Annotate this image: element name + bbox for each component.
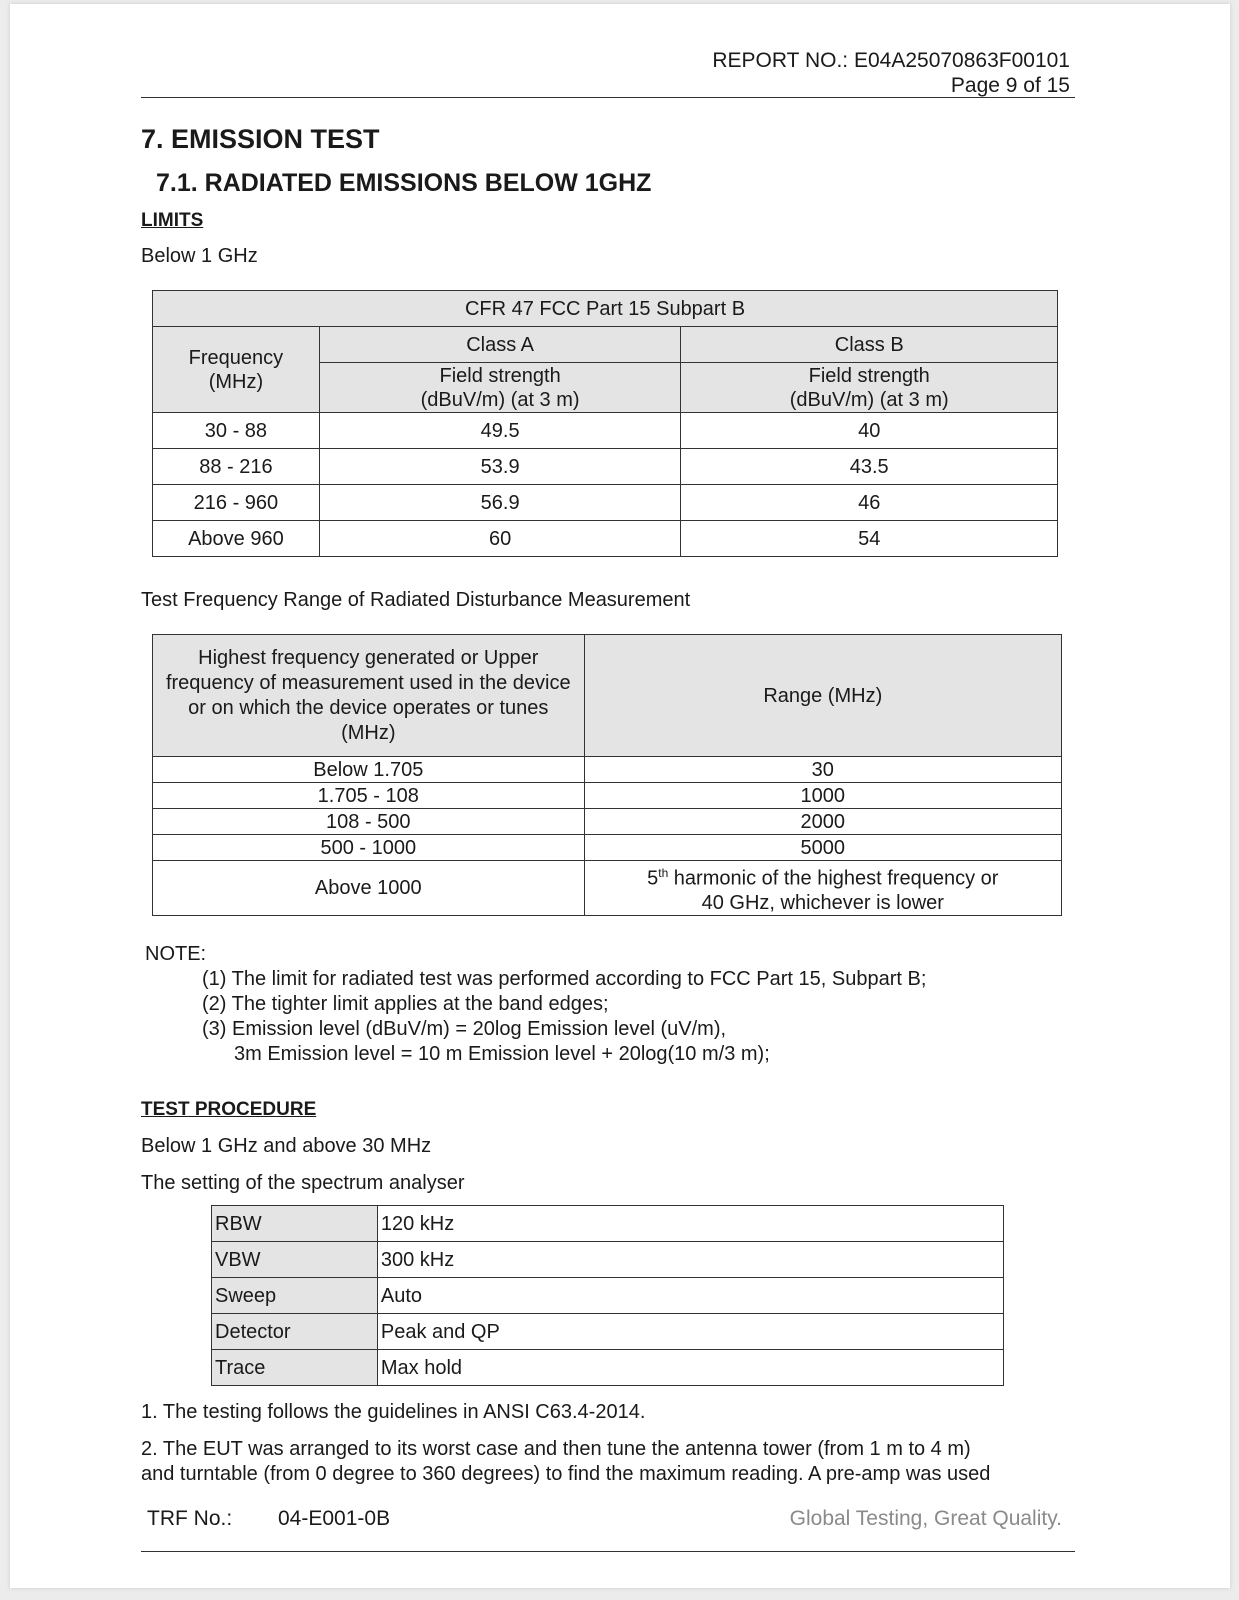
setting-name: Sweep: [212, 1278, 378, 1314]
row-class-b: 46: [681, 485, 1058, 521]
table-row: [153, 413, 1058, 449]
row-frequency: 88 - 216: [153, 449, 320, 485]
limits-subheading: Below 1 GHz: [141, 245, 258, 267]
setting-name: RBW: [212, 1206, 378, 1242]
row-range: [584, 861, 1061, 916]
limits-heading: LIMITS: [141, 210, 204, 231]
setting-value: 120 kHz: [377, 1206, 1003, 1242]
setting-name: Detector: [212, 1314, 378, 1350]
limits-table: [152, 290, 1058, 557]
range-caption: Test Frequency Range of Radiated Disturbance Measurement: [141, 589, 691, 611]
table-row: [153, 861, 1062, 916]
table-row: [212, 1278, 1004, 1314]
row-range: 1000: [584, 783, 1061, 809]
class-b-field-strength: Field strength (dBuV/m) (at 3 m): [681, 363, 1058, 413]
note-item-continuation: 3m Emission level = 10 m Emission level + 20log(10 m/3 m);: [234, 1043, 770, 1065]
row-class-b: 40: [681, 413, 1058, 449]
frequency-header: Frequency (MHz): [153, 327, 320, 413]
row-class-a: 56.9: [319, 485, 681, 521]
harmonic-text-line2: 40 GHz, whichever is lower: [701, 891, 944, 914]
table-row: [212, 1242, 1004, 1278]
row-frequency: 30 - 88: [153, 413, 320, 449]
harmonic-suffix: th: [658, 866, 669, 880]
note-item: (1) The limit for radiated test was performed according to FCC Part 15, Subpart B;: [202, 968, 927, 990]
note-block: [145, 942, 926, 1067]
setting-value: Peak and QP: [377, 1314, 1003, 1350]
setting-value: Auto: [377, 1278, 1003, 1314]
setting-name: Trace: [212, 1350, 378, 1386]
range-table: [152, 634, 1062, 916]
row-frequency: 1.705 - 108: [153, 783, 585, 809]
table-row: [153, 449, 1058, 485]
table-row: [153, 809, 1062, 835]
table-row: [212, 1206, 1004, 1242]
range-col1-header: Highest frequency generated or Upper frequency of measurement used in the device or on which the device operates or tunes (MHz): [153, 635, 585, 757]
row-frequency: 108 - 500: [153, 809, 585, 835]
note-item: (3) Emission level (dBuV/m) = 20log Emission level (uV/m),: [202, 1018, 727, 1040]
range-col2-header: Range (MHz): [584, 635, 1061, 757]
row-frequency: Below 1.705: [153, 757, 585, 783]
row-frequency: Above 960: [153, 521, 320, 557]
row-frequency: 216 - 960: [153, 485, 320, 521]
section-title: 7. EMISSION TEST: [141, 124, 380, 154]
document-page: [10, 4, 1230, 1588]
class-b-header: Class B: [681, 327, 1058, 363]
procedure-line1: Below 1 GHz and above 30 MHz: [141, 1135, 432, 1157]
page-number: Page 9 of 15: [950, 74, 1070, 97]
table-row: [153, 835, 1062, 861]
procedure-step-2-line1: 2. The EUT was arranged to its worst case and then tune the antenna tower (from 1 m to 4 m): [141, 1438, 971, 1460]
row-class-b: 54: [681, 521, 1058, 557]
row-frequency: Above 1000: [153, 861, 585, 916]
table-row: [212, 1314, 1004, 1350]
note-item: (2) The tighter limit applies at the band edges;: [202, 993, 609, 1015]
procedure-line2: The setting of the spectrum analyser: [141, 1172, 465, 1194]
table-row: [212, 1350, 1004, 1386]
subsection-title: 7.1. RADIATED EMISSIONS BELOW 1GHZ: [156, 169, 652, 197]
row-class-b: 43.5: [681, 449, 1058, 485]
table-row: [153, 757, 1062, 783]
trf-number: 04-E001-0B: [278, 1507, 391, 1530]
row-range: 30: [584, 757, 1061, 783]
row-class-a: 60: [319, 521, 681, 557]
class-a-field-strength: Field strength (dBuV/m) (at 3 m): [319, 363, 681, 413]
row-frequency: 500 - 1000: [153, 835, 585, 861]
row-class-a: 49.5: [319, 413, 681, 449]
harmonic-text: harmonic of the highest frequency or: [668, 867, 999, 890]
table-row: [153, 485, 1058, 521]
footer-slogan: Global Testing, Great Quality.: [789, 1507, 1062, 1530]
table-row: [153, 521, 1058, 557]
setting-name: VBW: [212, 1242, 378, 1278]
setting-value: Max hold: [377, 1350, 1003, 1386]
row-class-a: 53.9: [319, 449, 681, 485]
procedure-heading: TEST PROCEDURE: [141, 1099, 317, 1120]
limits-table-title: CFR 47 FCC Part 15 Subpart B: [153, 291, 1058, 327]
trf-label: TRF No.:: [147, 1507, 233, 1530]
analyser-settings-table: [211, 1205, 1004, 1386]
footer-divider: [141, 1551, 1075, 1552]
harmonic-number: 5: [647, 867, 659, 890]
note-label: NOTE:: [145, 943, 207, 965]
procedure-step-2-line2: and turntable (from 0 degree to 360 degrees) to find the maximum reading. A pre-amp was used: [141, 1463, 991, 1485]
setting-value: 300 kHz: [377, 1242, 1003, 1278]
procedure-step-1: 1. The testing follows the guidelines in ANSI C63.4-2014.: [141, 1401, 646, 1423]
header-divider: [141, 97, 1075, 98]
report-number: REPORT NO.: E04A25070863F00101: [712, 49, 1070, 72]
row-range: 5000: [584, 835, 1061, 861]
row-range: 2000: [584, 809, 1061, 835]
class-a-header: Class A: [319, 327, 681, 363]
table-row: [153, 783, 1062, 809]
